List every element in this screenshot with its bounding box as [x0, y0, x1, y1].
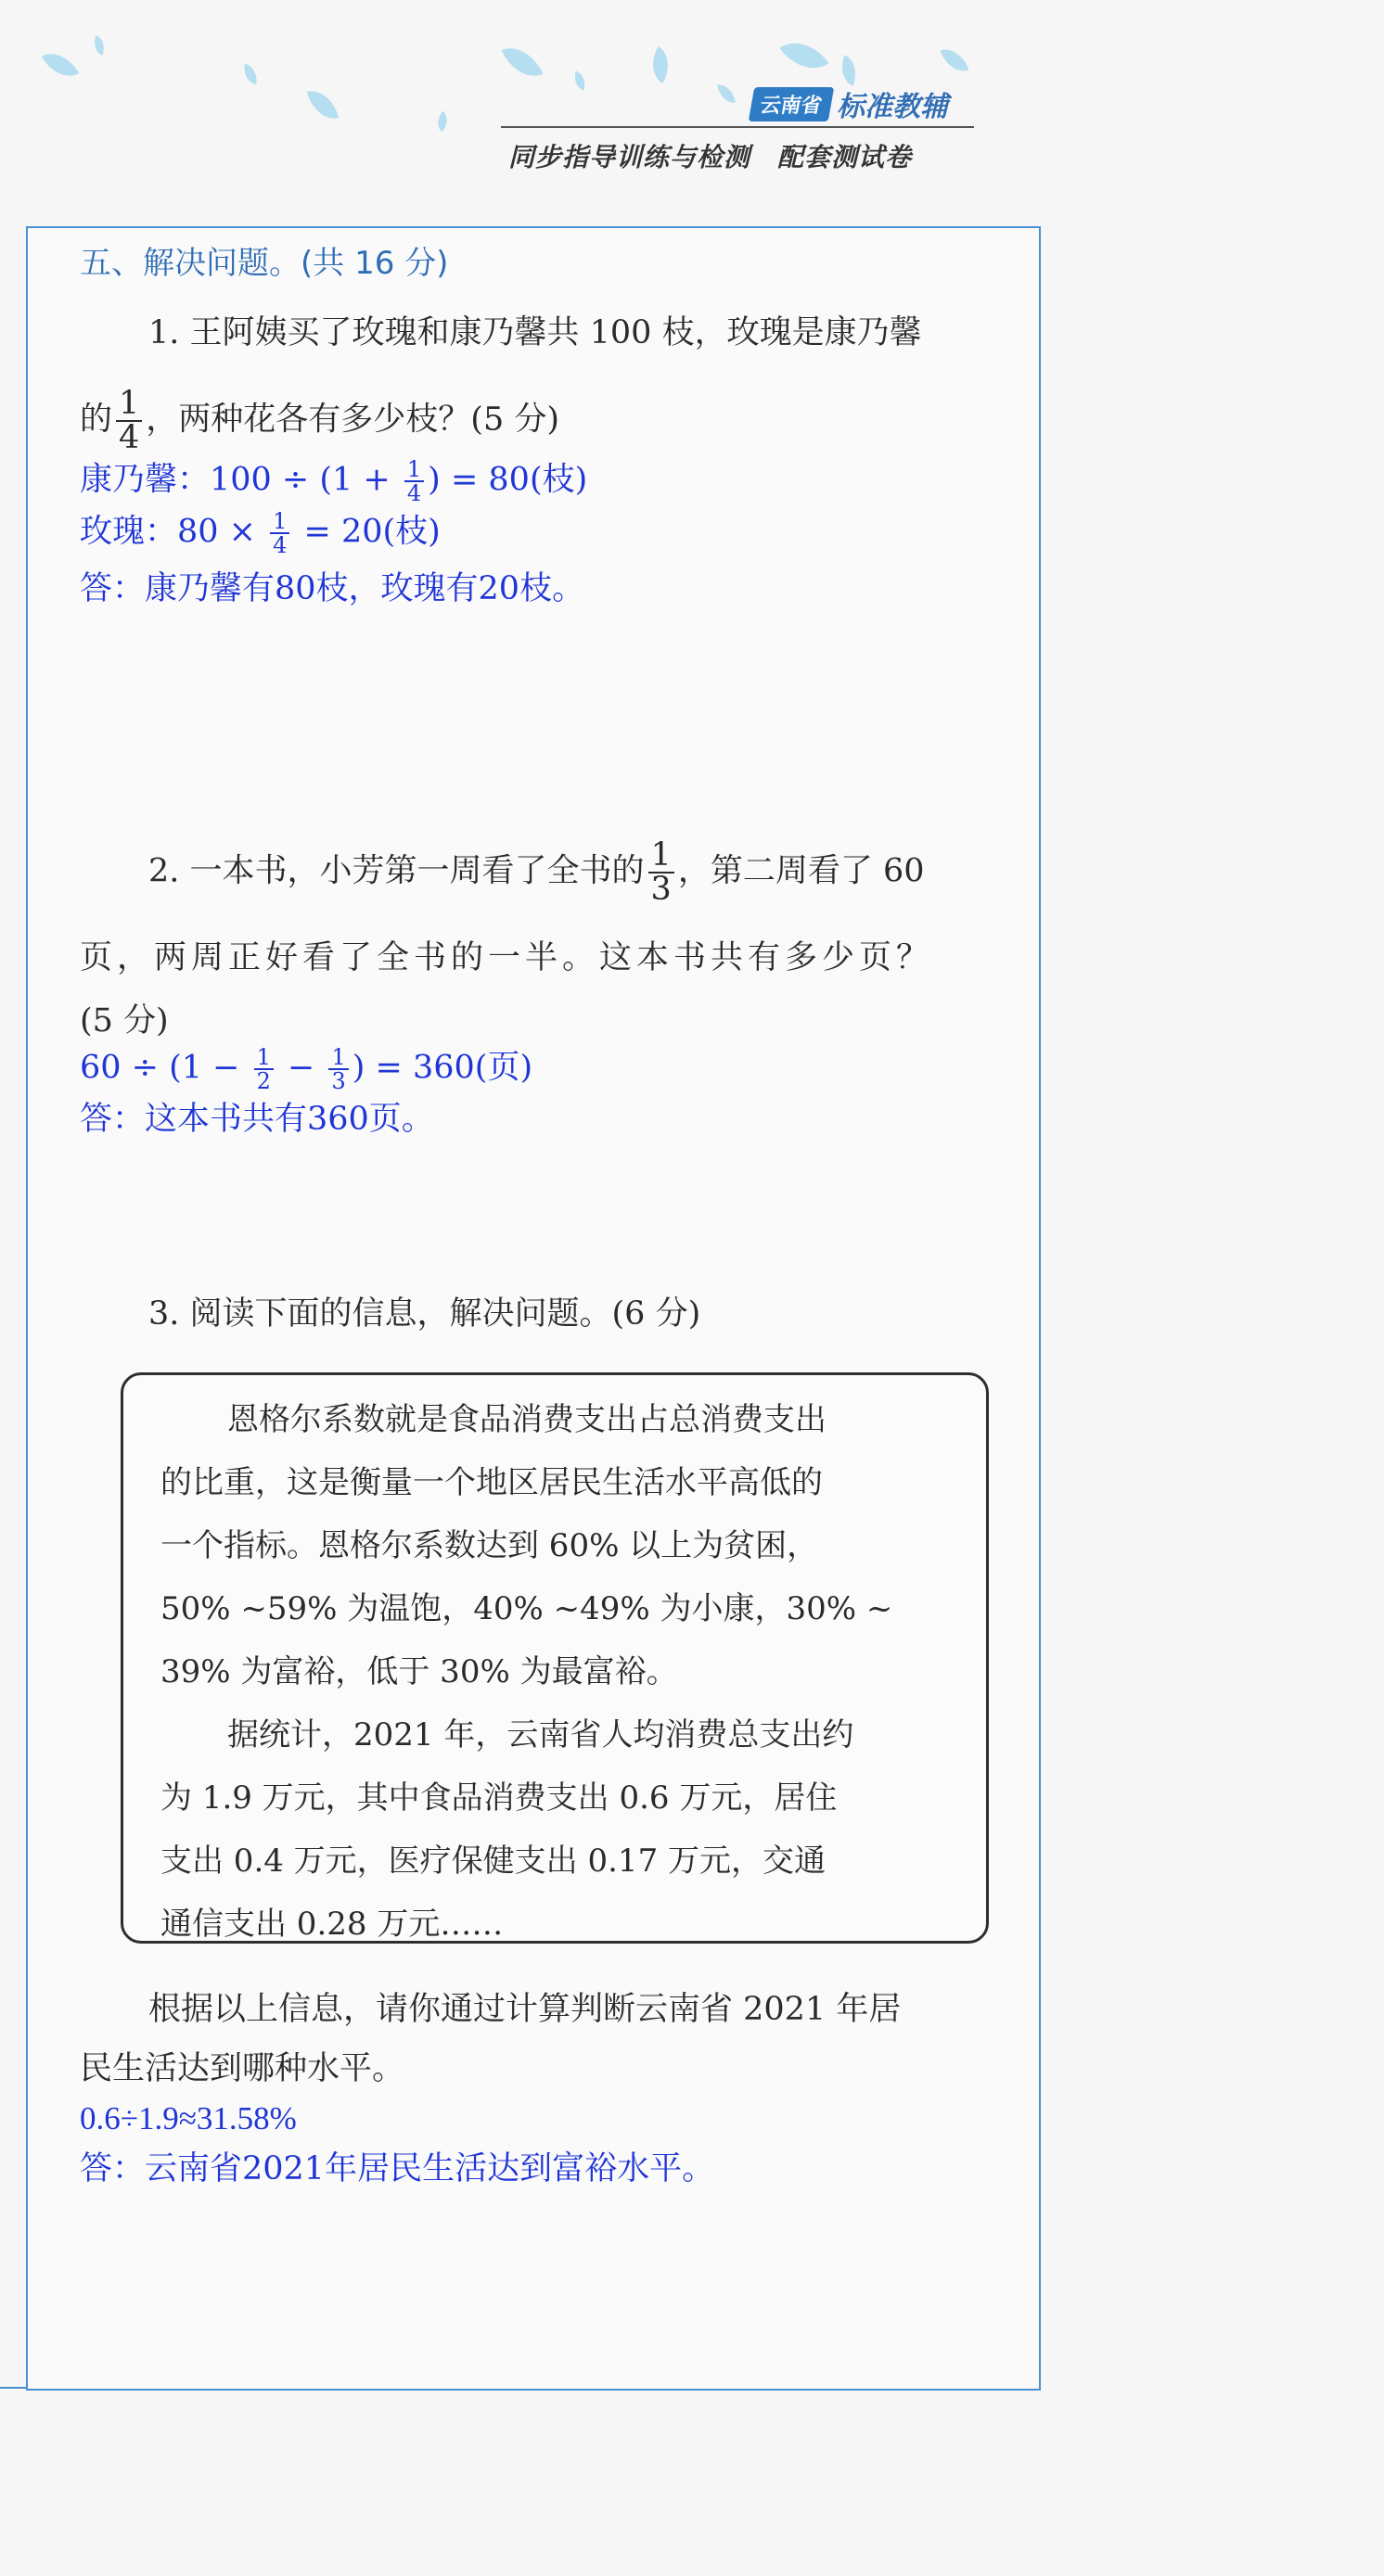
q2-ans1-frac2-num: 1	[328, 1046, 348, 1070]
book-subtitle: 同步指导训练与检测 配套测试卷	[508, 142, 913, 172]
q1-ans2-prefix: 玫瑰：80 ×	[80, 513, 267, 551]
left-margin-rule	[0, 226, 26, 2389]
header-divider	[501, 126, 974, 128]
q3-question-line1: 根据以上信息，请你通过计算判断云南省 2021 年居	[148, 1991, 902, 2028]
leaf-decoration	[836, 55, 862, 85]
leaf-decoration	[571, 70, 588, 90]
q1-line2	[80, 385, 560, 456]
q2-line1	[148, 836, 925, 908]
q3-answer-line2: 答：云南省2021年居民生活达到富裕水平。	[80, 2150, 715, 2187]
leaf-decoration	[717, 83, 736, 105]
info-line: 据统计，2021 年，云南省人均消费总支出约	[227, 1716, 854, 1753]
q2-line1-suffix: ，第二周看了 60	[677, 852, 925, 890]
q3-question-line2: 民生活达到哪种水平。	[80, 2050, 405, 2087]
section-title: 五、解决问题。(共 16 分)	[80, 245, 449, 282]
q1-answer-line2	[80, 510, 441, 556]
leaf-decoration	[90, 35, 108, 56]
q1-ans2-fraction	[270, 510, 289, 556]
info-box	[121, 1372, 989, 1944]
q2-ans1-mid: −	[276, 1049, 326, 1087]
info-line: 支出 0.4 万元，医疗保健支出 0.17 万元，交通	[160, 1843, 827, 1880]
q1-ans2-frac-num: 1	[270, 510, 289, 534]
q2-line1-prefix: 2. 一本书，小芳第一周看了全书的	[148, 852, 645, 890]
info-line: 50% ~59% 为温饱，40% ~49% 为小康，30% ~	[160, 1590, 893, 1627]
page-header	[0, 0, 1384, 213]
q1-ans1-prefix: 康乃馨：100 ÷ (1 +	[80, 461, 401, 499]
brand-badge: 云南省	[749, 87, 835, 121]
q1-line2-prefix: 的	[80, 401, 113, 439]
q1-ans1-fraction	[404, 458, 424, 504]
q2-ans1-prefix: 60 ÷ (1 −	[80, 1049, 250, 1087]
q2-fraction	[648, 836, 674, 908]
leaf-decoration	[941, 44, 969, 77]
q2-answer-line1	[80, 1046, 532, 1092]
q2-ans1-frac1-num: 1	[254, 1046, 274, 1070]
info-line: 为 1.9 万元，其中食品消费支出 0.6 万元，居住	[160, 1779, 838, 1817]
leaf-decoration	[644, 46, 678, 83]
q2-line3: (5 分)	[80, 1002, 169, 1039]
brand-title: 标准教辅	[837, 91, 949, 123]
q1-ans2-suffix: = 20(枝)	[293, 513, 441, 551]
brand-logo	[751, 85, 948, 122]
q2-line2: 页，两周正好看了全书的一半。这本书共有多少页？	[80, 939, 934, 976]
q1-ans2-frac-den: 4	[273, 532, 288, 558]
info-line: 通信支出 0.28 万元……	[160, 1906, 504, 1943]
info-line: 的比重，这是衡量一个地区居民生活水平高低的	[160, 1464, 823, 1501]
q1-fraction	[116, 385, 142, 456]
leaf-decoration	[432, 111, 453, 133]
q2-ans1-fraction1	[254, 1046, 274, 1092]
q1-frac-num: 1	[116, 388, 142, 422]
q1-ans1-suffix: ) = 80(枝)	[428, 461, 588, 499]
q1-line1: 1. 王阿姨买了玫瑰和康乃馨共 100 枝，玫瑰是康乃馨	[148, 314, 922, 351]
q2-ans1-suffix: ) = 360(页)	[352, 1049, 533, 1087]
q2-ans1-frac2-den: 3	[331, 1068, 346, 1094]
q2-ans1-fraction2	[328, 1046, 348, 1092]
q2-answer-line2: 答：这本书共有360页。	[80, 1101, 434, 1138]
leaf-decoration	[241, 64, 259, 84]
q1-line2-suffix: ，两种花各有多少枝？(5 分)	[146, 401, 560, 439]
info-line: 恩格尔系数就是食品消费支出占总消费支出	[227, 1401, 827, 1438]
leaf-decoration	[502, 39, 544, 86]
leaf-decoration	[307, 85, 339, 124]
q1-frac-den: 4	[119, 419, 140, 456]
info-line: 一个指标。恩格尔系数达到 60% 以上为贫困，	[160, 1527, 819, 1564]
q3-title: 3. 阅读下面的信息，解决问题。(6 分)	[148, 1295, 701, 1333]
q3-answer-line1: 0.6÷1.9≈31.58%	[80, 2100, 297, 2136]
q1-ans1-frac-num: 1	[404, 458, 424, 482]
info-line: 39% 为富裕，低于 30% 为最富裕。	[160, 1653, 678, 1690]
q1-answer-line1	[80, 458, 587, 504]
leaf-decoration	[779, 30, 828, 82]
q2-frac-num: 1	[648, 839, 674, 874]
q1-answer-line3: 答：康乃馨有80枝，玫瑰有20枝。	[80, 570, 585, 607]
leaf-decoration	[42, 45, 80, 85]
q2-ans1-frac1-den: 2	[256, 1068, 271, 1094]
q2-frac-den: 3	[650, 871, 672, 908]
q1-ans1-frac-den: 4	[406, 480, 422, 506]
